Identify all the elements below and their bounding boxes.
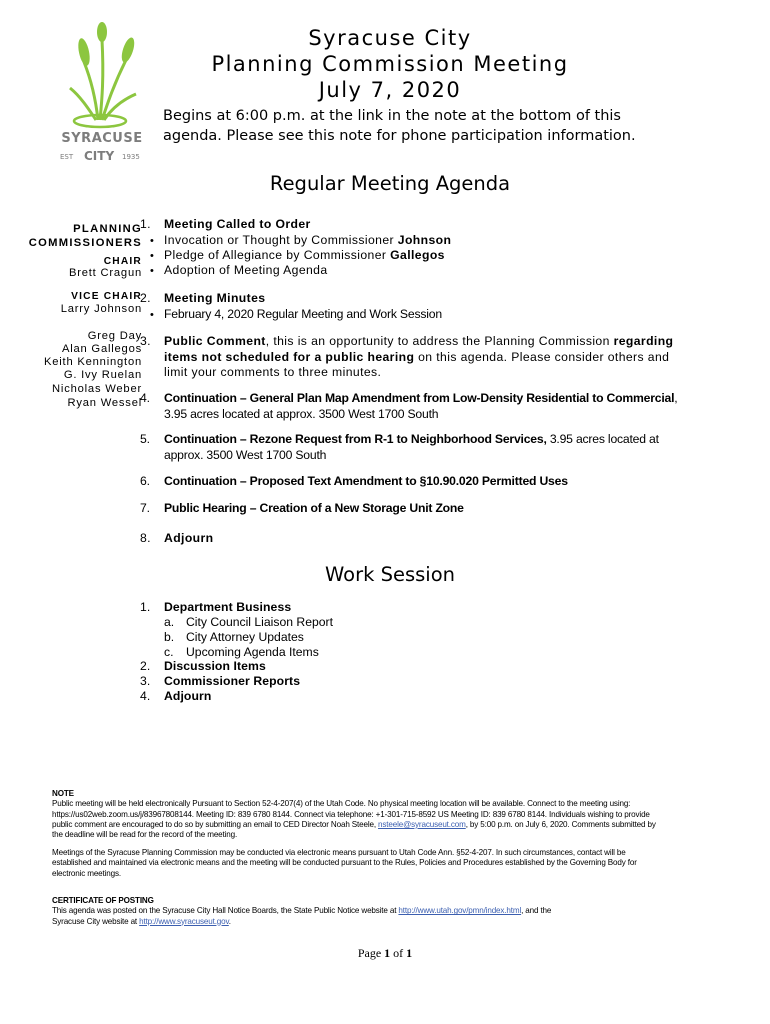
ws-item-1: 1. Department Business [140, 600, 292, 614]
agenda-item-8: 8. Adjourn [140, 531, 214, 545]
agenda-bullet: • Pledge of Allegiance by Commissioner Gallegos [150, 248, 710, 265]
certificate-section: CERTIFICATE OF POSTING This agenda was posted on the Syracuse City Hall Notice Boards, the State Public Notice website at http://www.utah.gov/pmn/index.html, and the Syracuse City website at http://www.syracuseut.gov. [52, 896, 740, 927]
ws-subitem: a. City Council Liaison Report [164, 615, 333, 629]
item-number: 1. [140, 217, 151, 231]
agenda-bullet: • February 4, 2020 Regular Meeting and Work Session [150, 307, 710, 324]
electronic-meetings-note: Meetings of the Syracuse Planning Commission may be conducted via electronic means pursuant to Utah Code Ann. §52-4-207. In such circumstances, contact will be established and maintained via electronic means and the meeting will be conducted pursuant to the Rules, Policies and Procedures established by the Governing Body for electronic meetings. [52, 848, 637, 878]
agenda-bullet: • Adoption of Meeting Agenda [150, 263, 710, 280]
syracuse-city-logo [52, 22, 152, 164]
chair-label: CHAIR [103, 256, 142, 267]
commissioners-heading-1: PLANNING [73, 223, 142, 235]
bullet-icon: • [150, 309, 154, 321]
logo-est: EST [60, 153, 74, 161]
agenda-item-6: 6. Continuation – Proposed Text Amendment to §10.90.020 Permitted Uses [140, 474, 568, 488]
certificate-heading: CERTIFICATE OF POSTING [52, 896, 154, 905]
agenda-item-2 [140, 291, 720, 307]
logo-year: 1935 [122, 153, 140, 161]
agenda-bullet: • Invocation or Thought by Commissioner Johnson [150, 233, 710, 250]
item-number: 7. [140, 501, 150, 515]
cattail-icon [52, 22, 152, 164]
commissioner-name: Ryan Wessel [67, 397, 142, 409]
bullet-icon: • [150, 235, 155, 247]
syracuse-website-link[interactable]: http://www.syracuseut.gov [139, 916, 229, 926]
item-number: 3. [140, 334, 151, 348]
agenda-item-1 [140, 217, 720, 233]
agenda-item-5: 5. Continuation – Rezone Request from R-1 to Neighborhood Services, 3.95 acres located at approx. 3500 West 1700 South [140, 432, 659, 462]
agenda-item-7: 7. Public Hearing – Creation of a New Storage Unit Zone [140, 501, 464, 515]
commissioner-name: Keith Kennington [43, 356, 142, 368]
regular-agenda-heading: Regular Meeting Agenda [269, 172, 511, 195]
begins-line-2: agenda. Please see this note for phone participation information. [163, 128, 636, 144]
ws-subitem: c. Upcoming Agenda Items [164, 645, 319, 659]
vice-chair-name: Larry Johnson [60, 303, 142, 315]
commissioner-name: Nicholas Weber [52, 383, 142, 395]
bullet-icon: • [150, 250, 155, 262]
vice-chair-label: VICE CHAIR [71, 291, 142, 302]
bullet-icon: • [150, 265, 155, 277]
ws-item-4: 4. Adjourn [140, 689, 212, 703]
logo-name: SYRACUSE [61, 131, 143, 146]
item-number: 4. [140, 391, 150, 405]
item-title: Meeting Minutes [164, 291, 266, 305]
item-number: 6. [140, 474, 150, 488]
item-number: 5. [140, 432, 150, 446]
item-title: Meeting Called to Order [164, 217, 311, 231]
title-meeting: Planning Commission Meeting [211, 52, 569, 76]
utah-pmn-link[interactable]: http://www.utah.gov/pmn/index.html [398, 906, 522, 916]
commissioner-name: Alan Gallegos [61, 343, 142, 355]
agenda-item-3: 3. Public Comment, this is an opportunity to address the Planning Commission regarding items not scheduled for a public hearing on this agenda. Please consider others and limit your comments to three minutes. [140, 334, 674, 379]
title-city: Syracuse City [308, 26, 472, 50]
ws-item-2: 2. Discussion Items [140, 659, 266, 673]
ws-subitem: b. City Attorney Updates [164, 630, 304, 644]
commissioner-name: G. Ivy Ruelan [63, 369, 142, 381]
work-session-heading: Work Session [325, 563, 455, 586]
begins-line-1: Begins at 6:00 p.m. at the link in the note at the bottom of this [163, 108, 621, 124]
begins-notice [163, 106, 723, 146]
item-number: 2. [140, 291, 151, 305]
commissioner-name: Greg Day [87, 330, 142, 342]
item-number: 8. [140, 531, 151, 545]
commissioners-heading-2: COMMISSIONERS [28, 237, 142, 249]
agenda-item-4: 4. Continuation – General Plan Map Amendment from Low-Density Residential to Commercial, 3.95 acres located at approx. 3500 West 1700 South [140, 391, 678, 421]
ws-item-3: 3. Commissioner Reports [140, 674, 301, 688]
page-number: Page 1 of 1 [357, 946, 413, 960]
note-section: NOTE Public meeting will be held electronically Pursuant to Section 52-4-207(4) of the Utah Code. No physical meeting location will be available. Connect to the meeting using: https://us02web.zoom.us/j/83967808144. Meeting ID: 839 6780 8144. Connect via telephone: +1-301-715-8592 US Meeting ID: 839 6780 8144. Individuals wishing to provide public comment are encouraged to do so by submitting an email to CED Director Noah Steele, nsteele@syracuseut.com, by 5:00 p.m. on July 6, 2020. Comments submitted by the deadline will be read for the record of the meeting. [52, 789, 740, 840]
title-date: July 7, 2020 [318, 78, 462, 102]
logo-city: CITY [84, 149, 115, 163]
chair-name: Brett Cragun [68, 267, 142, 279]
email-link[interactable]: nsteele@syracuseut.com [378, 819, 466, 829]
note-heading: NOTE [52, 789, 74, 798]
